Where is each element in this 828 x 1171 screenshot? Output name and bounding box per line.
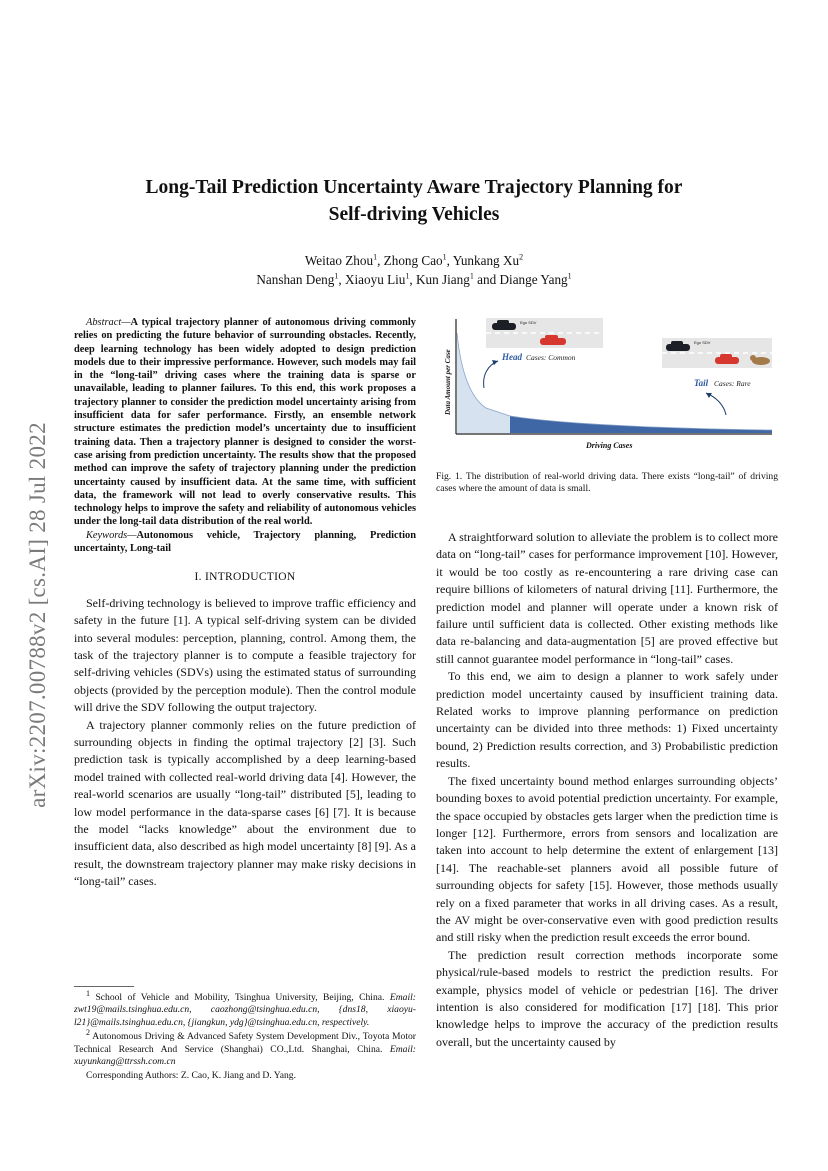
title-line-1: Long-Tail Prediction Uncertainty Aware Trajectory Planning for: [145, 177, 683, 198]
figure-caption: Fig. 1. The distribution of real-world driving data. There exists “long-tail” of driving cases where the amount of data is small.: [436, 471, 778, 495]
authors-line-2: Nanshan Deng$^1$, Xiaoyu Liu$^1$, Kun Jiang$^1$ and Diange Yang$^1$: [256, 271, 572, 287]
author-name: Weitao Zhou: [304, 253, 374, 268]
author-affiliation-mark: 1: [442, 252, 447, 262]
intro-paragraph: Self-driving technology is believed to improve traffic efficiency and safety in the future [1]. A typical self-driving system can be divided into several modules: perception, planning, control. Among them, the task of the trajectory planner is to compute a feasible trajectory for self-driving vehicles (SDVs) using the estimated status of surrounding objects (provided by the perception module). Then the control module will drive the SDV following the output trajectory.: [74, 595, 416, 715]
author-affiliation-mark: 1: [469, 271, 474, 281]
ego-sdv-tag: Ego SDV: [694, 340, 711, 345]
footnote-rule: [74, 986, 134, 987]
footnote-corresponding: Corresponding Authors: Z. Cao, K. Jiang and D. Yang.: [86, 1070, 296, 1082]
head-arrow: [484, 361, 498, 388]
author-name: Kun Jiang: [416, 272, 470, 287]
author-affiliation-mark: 1: [373, 252, 378, 262]
author-name: Yunkang Xu: [452, 253, 520, 268]
ego-sdv-tag: Ego SDV: [520, 320, 537, 325]
author-name: Nanshan Deng: [256, 272, 335, 287]
author-name: Diange Yang: [499, 272, 568, 287]
left-column: [74, 316, 416, 891]
arxiv-side-label: [8, 380, 68, 850]
intro-paragraph: The fixed uncertainty bound method enlarges surrounding objects’ bounding boxes to avoid potential prediction uncertainty. For example, the space occupied by obstacles gets larger when the prediction time is longer [12]. Furthermore, errors from sensors and localization are taken into account to help determine the extent of enlargement [13] [14]. The reachable-set planners avoid all possible future of surrounding objects for safety [15]. However, those methods usually rely on a fixed parameter that works in all driving cases. As a result, the AV might be over-conservative even with good prediction results and still risky when the prediction result exceeds the error bound.: [436, 773, 778, 945]
author-name: Xiaoyu Liu: [344, 272, 406, 287]
keywords-text: Autonomous vehicle, Trajectory planning, Prediction uncertainty, Long-tail: [74, 529, 416, 555]
author-affiliation-mark: 1: [567, 271, 572, 281]
authors-line-1: Weitao Zhou$^1$, Zhong Cao$^1$, Yunkang Xu$^2$: [304, 252, 524, 268]
y-axis-label: Data Amount per Case: [444, 349, 452, 415]
keywords-label: Keywords: [86, 529, 128, 541]
abstract: Abstract—A typical trajectory planner of autonomous driving commonly relies on predicting the future behavior of surrounding obstacles. Recently, deep learning technology has been widely adopted to design prediction models due to their impressive performance. However, such models may fail in the “long-tail” driving cases where the training data is sparse or unavailable, leading to planner failures. To this end, this work proposes a trajectory planner to consider the prediction model uncertainty arising from insufficient data for safer performance. Firstly, an ensemble network structure estimates the prediction model’s uncertainty due to insufficient training data. Then a trajectory planner is designed to consider the worst-case arising from prediction uncertainty. The results show that the proposed method can improve the safety of trajectory planning under the prediction uncertainty caused by insufficient data. At the same time, with sufficient data, the framework will not lead to overly conservative results. This technology helps to improve the safety and reliability of autonomous vehicles under the long-tail data distribution of the real world.: [74, 317, 416, 528]
right-column: [436, 529, 778, 1051]
arxiv-id-text: arXiv:2207.00788v2 [cs.AI] 28 Jul 2022: [25, 422, 50, 808]
footnote-1: $^1$ School of Vehicle and Mobility, Tsinghua University, Beijing, China. Email: zwt19@mails.tsinghua.edu.cn, caozhong@tsinghua.edu.cn, {dns18, xiaoyu-l21}@mails.tsinghua.edu.cn, {jiangkun, ydg}@tsinghua.edu.cn, respectively.: [74, 988, 416, 1028]
footnote-email: Email: zwt19@mails.tsinghua.edu.cn, caozhong@tsinghua.edu.cn, {dns18, xiaoyu-l21}@mails.tsinghua.edu.cn, {jiangkun, ydg}@tsinghua.edu.cn, respectively.: [74, 992, 416, 1028]
footnote-email: Email: xuyunkang@ttrssh.com.cn: [74, 1043, 416, 1068]
author-affiliation-mark: 1: [405, 271, 410, 281]
intro-paragraph: A straightforward solution to alleviate the problem is to collect more data on “long-tail” cases for performance improvement [10]. However, it would be too costly as re-encountering a rare driving case can require billions of kilometers of natural driving [11]. Furthermore, the prediction model and planner will operate under a known risk of failure until sufficient data is collected. Other existing methods like data re-balancing and data-augmentation [5] are proved effective but still cannot guarantee model performance in “long-tail” cases.: [436, 530, 778, 666]
intro-paragraph: To this end, we aim to design a planner to work safely under prediction model uncertainty caused by insufficient training data. Related works to improve planning performance on prediction uncertainty can be divided into three methods: 1) Fixed uncertainty bound, 2) Prediction results correction, and 3) Probabilistic prediction results.: [436, 669, 778, 771]
paper-title: [60, 174, 768, 228]
distribution-figure: [436, 313, 778, 463]
author-affiliation-mark: 1: [334, 271, 339, 281]
footnote-2: $^2$ Autonomous Driving & Advanced Safety System Development Div., Toyota Motor Technical Research And Service (Shanghai) CO.,Ltd. Shanghai, China. Email: xuyunkang@ttrssh.com.cn: [74, 1028, 416, 1068]
author-affiliation-mark: 2: [519, 252, 524, 262]
title-line-2: Self-driving Vehicles: [328, 204, 500, 225]
tail-description: Cases: Rare: [714, 379, 751, 388]
head-description: Cases: Common: [526, 353, 576, 362]
figure-1: [436, 313, 778, 463]
intro-paragraph: The prediction result correction methods incorporate some physical/rule-based models to restrict the prediction results. For example, physics model of vehicle or pedestrian [16]. The driver intention is also considered for modification [17] [18]. This prior knowledge helps to improve the accuracy of the prediction results overall, but the uncertainty caused by: [436, 947, 778, 1049]
head-label: Head: [502, 352, 522, 362]
tail-label: Tail: [694, 378, 709, 388]
tail-region: [510, 416, 772, 433]
author-name: Zhong Cao: [383, 253, 443, 268]
keywords: Keywords—Autonomous vehicle, Trajectory planning, Prediction uncertainty, Long-tail: [74, 529, 416, 555]
author-block: [60, 251, 768, 289]
abstract-text: A typical trajectory planner of autonomous driving commonly relies on predicting the future behavior of surrounding obstacles. Recently, deep learning technology has been widely adopted to design prediction models due to their impressive performance. However, such models may fail in the “long-tail” driving cases where the training data is sparse or unavailable, leading to planner failures. To this end, this work proposes a trajectory planner to consider the prediction model uncertainty arising from insufficient data for safer performance. Firstly, an ensemble network structure estimates the prediction model’s uncertainty due to insufficient training data. Then a trajectory planner is designed to consider the worst-case arising from prediction uncertainty. The results show that the proposed method can improve the safety of trajectory planning under the prediction uncertainty caused by insufficient data. At the same time, with sufficient data, the framework will not lead to overly conservative results. This technology helps to improve the safety and reliability of autonomous vehicles under the long-tail data distribution of the real world.: [74, 317, 416, 528]
abstract-label: Abstract: [86, 317, 122, 328]
section-heading: I. INTRODUCTION: [194, 571, 296, 584]
footnotes: [74, 988, 416, 1085]
x-axis-label: Driving Cases: [586, 441, 633, 450]
intro-paragraph: A trajectory planner commonly relies on the future prediction of surrounding objects in finding the optimal trajectory [2] [3]. Such prediction task is typically accomplished by a deep learning-based model trained with collected real-world driving data [4]. However, the real-world scenarios are usually “long-tail” distributed [5], leading to low model performance in the data-sparse cases [6] [7]. It is because the model “lacks knowledge” about the environment due to insufficient data, also described as high model uncertainty [8] [9]. As a result, the downstream trajectory planner may make risky decisions in “long-tail” cases.: [74, 717, 416, 889]
